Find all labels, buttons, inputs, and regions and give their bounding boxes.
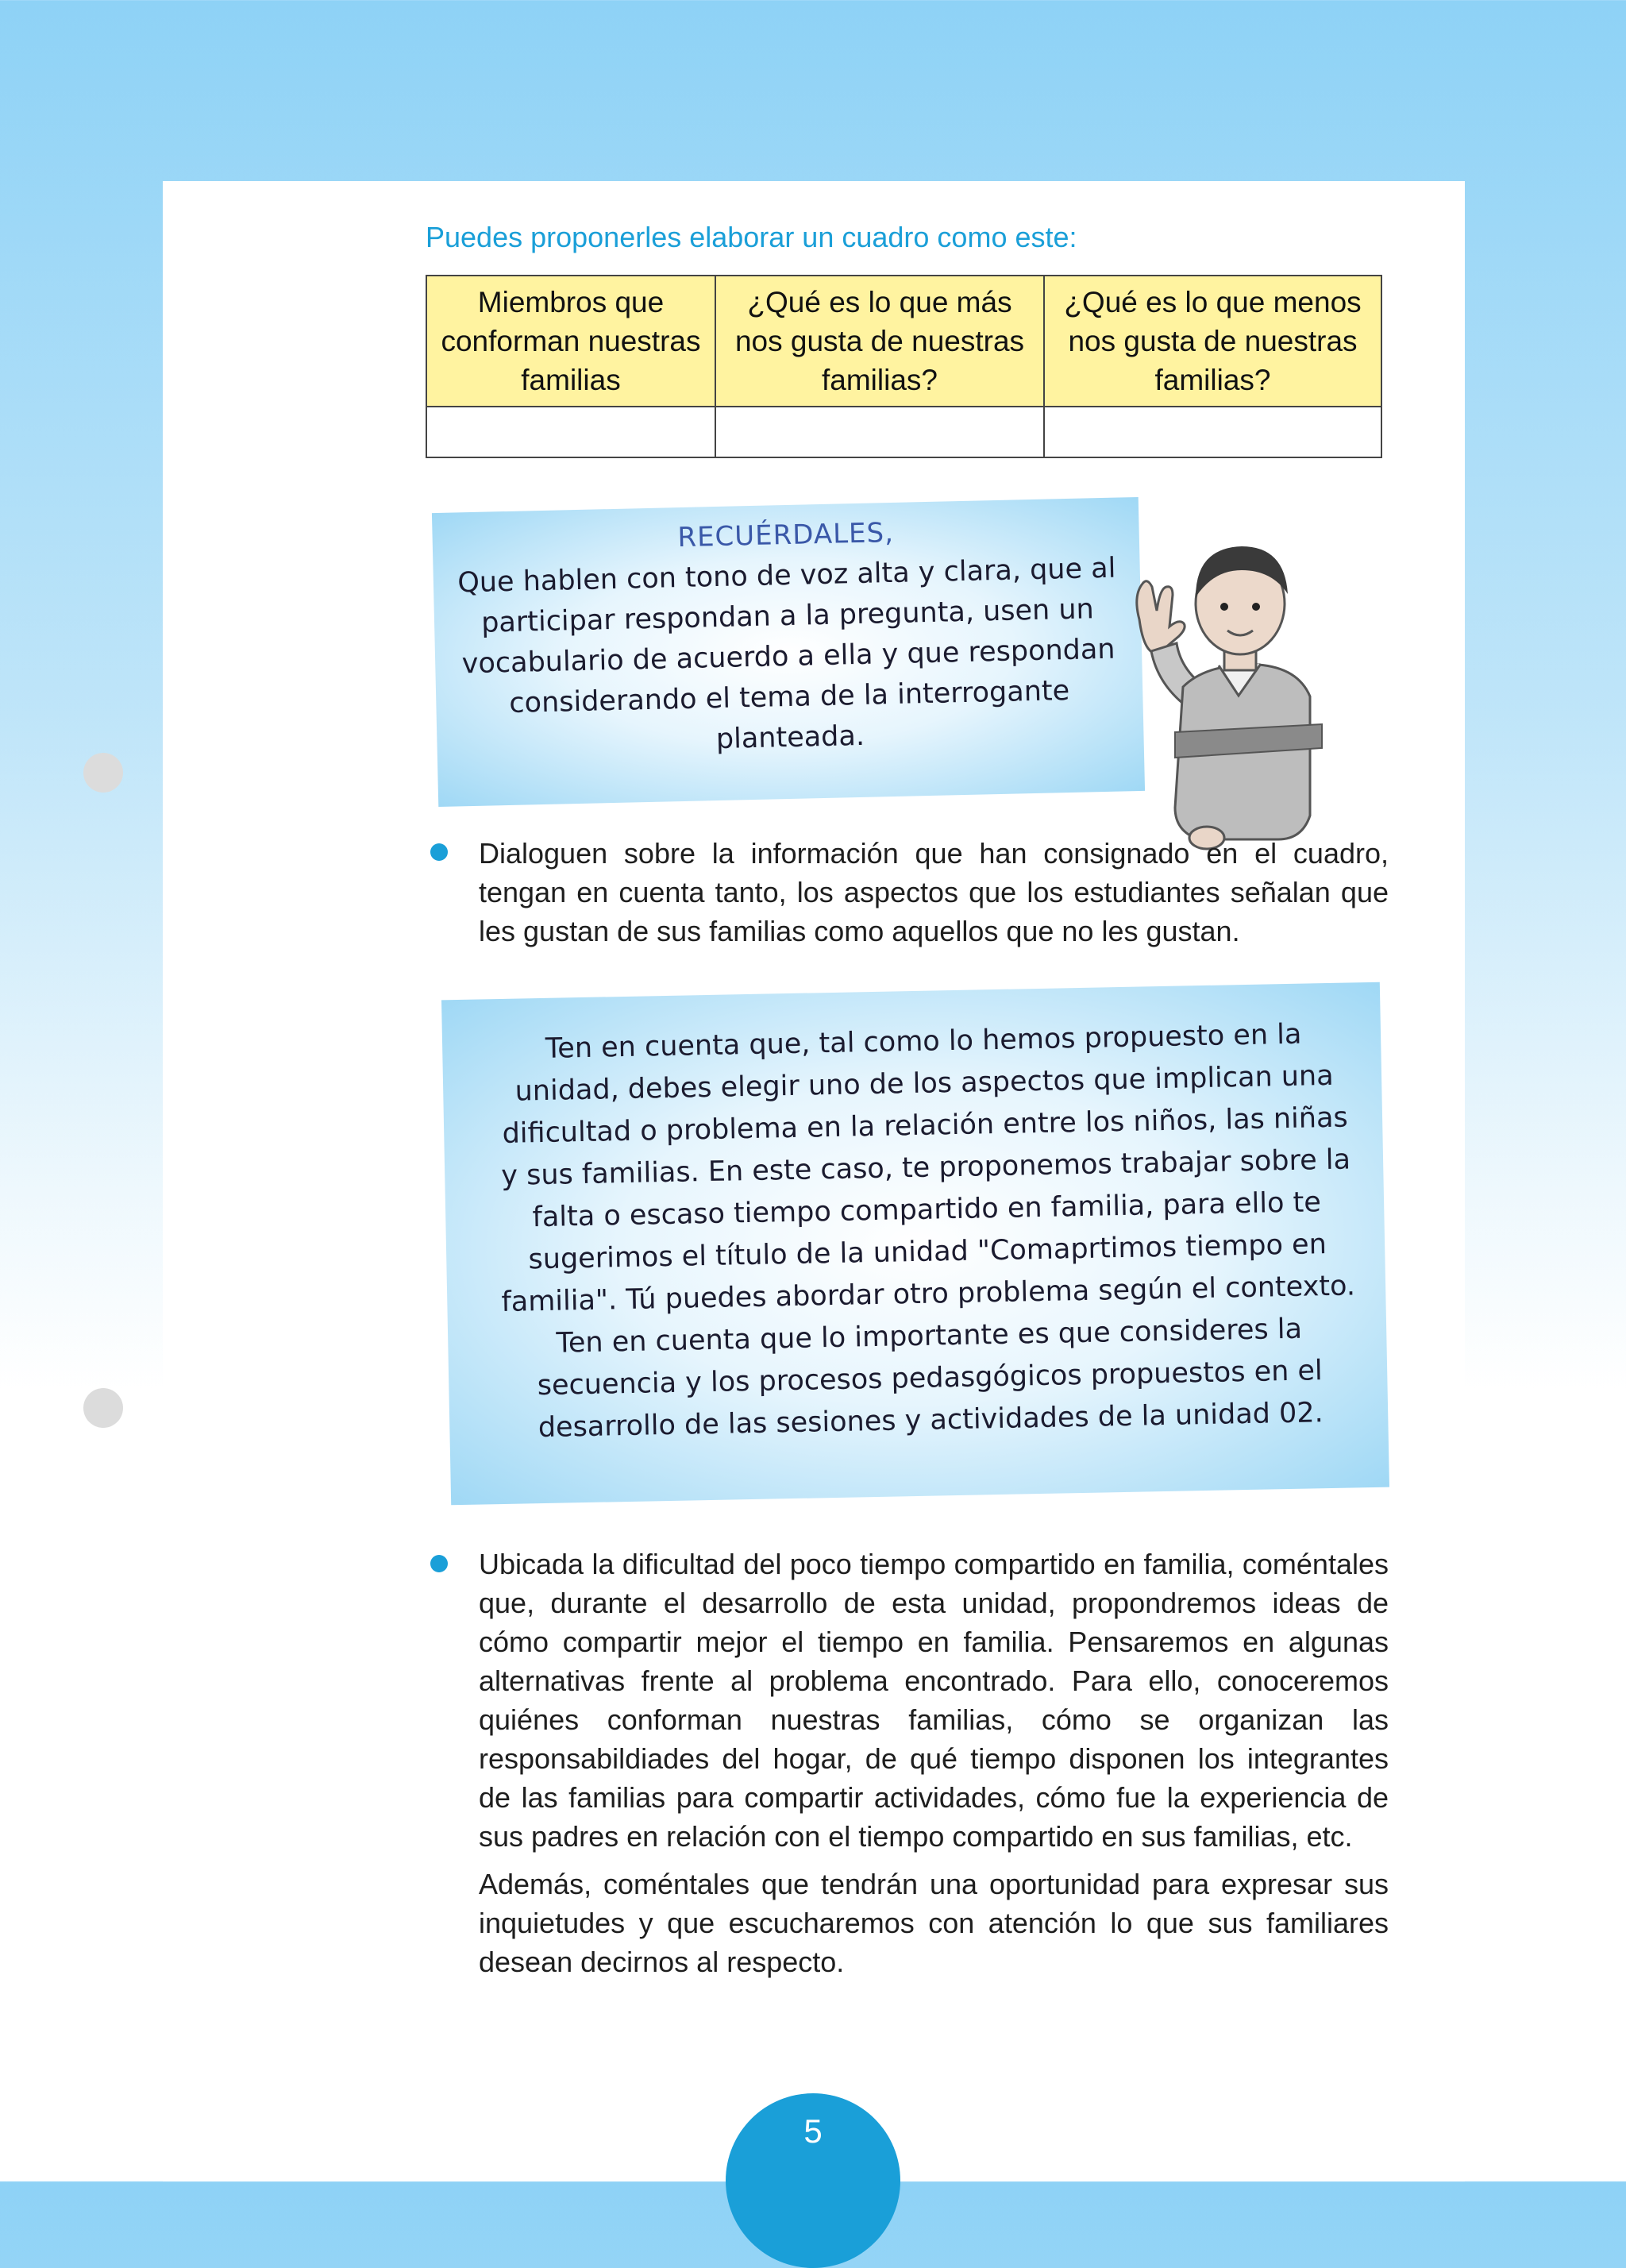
callout-title: RECUÉRDALES,	[676, 516, 895, 554]
margin-dot	[83, 753, 123, 793]
advice-callout	[441, 982, 1389, 1506]
reminder-callout	[432, 497, 1145, 807]
callout-body	[490, 1012, 1365, 1450]
family-table	[426, 275, 1382, 458]
table-row	[426, 407, 1381, 457]
table-header-cell: ¿Qué es lo que menos nos gusta de nuestras familias?	[1044, 276, 1381, 407]
table-header-row	[426, 276, 1381, 407]
paragraph-ademas: Además, coméntales que tendrán una oportunidad para expresar sus inquietudes y que escucharemos con atención lo que sus familiares desean decirnos al respecto.	[479, 1868, 1389, 1978]
boy-waving-illustration	[1119, 524, 1326, 858]
table-cell	[1044, 407, 1381, 457]
callout-paragraph: Ten en cuenta que, tal como lo hemos propuesto en la unidad, debes elegir uno de los aspectos que implican una dificultad o problema en la relación entre los niños, las niñas y sus familias. En este caso, te proponemos trabajar sobre la falta o escaso tiempo compartido en familia, para ello te sugerimos el título de la unidad "Comaprtimos tiempo en familia". Tú puedes abordar otro problema según el contexto.	[500, 1018, 1356, 1319]
paragraph-dialoguen: Dialoguen sobre la información que han consignado en el cuadro, tengan en cuenta tanto, los aspectos que los estudiantes señalan que les gustan de sus familias como aquellos que no les gustan.	[479, 837, 1389, 947]
table-header-cell: Miembros que conforman nuestras familias	[426, 276, 715, 407]
table-cell	[715, 407, 1044, 457]
bullet-dot-icon	[430, 1555, 448, 1572]
callout-paragraph: Ten en cuenta que lo importante es que consideres la secuencia y los procesos pedasgógicos propuestos en el desarrollo de las sesiones y actividades de la unidad 02.	[537, 1313, 1324, 1444]
paragraph-ubicada: Ubicada la dificultad del poco tiempo compartido en familia, coméntales que, durante el desarrollo de esta unidad, propondremos ideas de cómo compartir mejor el tiempo en familia. Pensaremos en algunas alternativas frente al problema encontrado. Para ello, conoceremos quiénes conforman nuestras familias, cómo se organizan las responsabildiades del hogar, de qué tiempo disponen los integrantes de las familias para compartir actividades, cómo fue la experiencia de sus padres en relación con el tiempo compartido en sus familias, etc.	[479, 1548, 1389, 1853]
bullet-dot-icon	[430, 843, 448, 861]
callout-body: Que hablen con tono de voz alta y clara, que al participar respondan a la pregunta, usen un vocabulario de acuerdo a ella y que respondan considerando el tema de la interrogante planteada.	[457, 552, 1116, 756]
intro-text: Puedes proponerles elaborar un cuadro como este:	[426, 221, 1077, 253]
table-header-cell: ¿Qué es lo que más nos gusta de nuestras familias?	[715, 276, 1044, 407]
margin-dot	[83, 1388, 123, 1428]
table-cell	[426, 407, 715, 457]
page-number: 5	[803, 2112, 823, 2150]
